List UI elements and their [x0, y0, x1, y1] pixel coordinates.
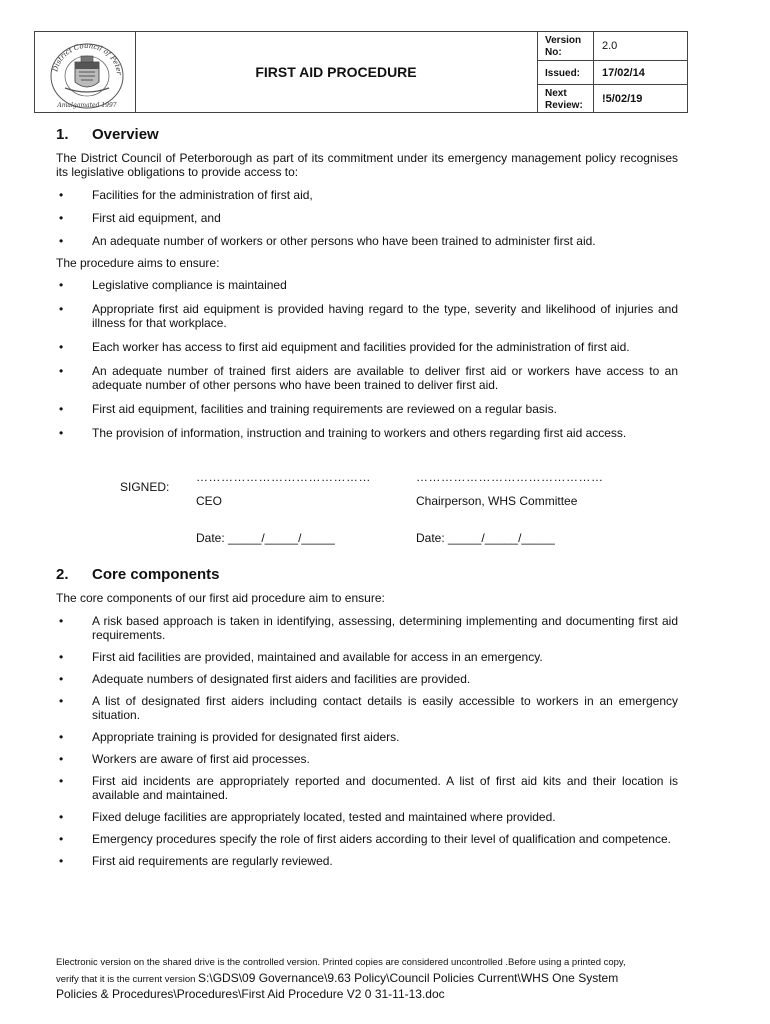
- bullet-icon: •: [59, 810, 64, 824]
- section-number: 2.: [56, 566, 69, 583]
- list-item: • Adequate numbers of designated first aiders and facilities are provided.: [59, 672, 471, 686]
- list-item: • Facilities for the administration of first aid,: [59, 188, 313, 202]
- core-intro: The core components of our first aid procedure aim to ensure:: [56, 591, 385, 605]
- ceo-signature-line[interactable]: ……………………………………: [196, 470, 371, 484]
- bullet-icon: •: [59, 854, 64, 868]
- section-overview: [56, 126, 678, 450]
- list-item: • Emergency procedures specify the role of first aiders according to their level of qualification and competence.: [59, 832, 671, 846]
- list-item: • Each worker has access to first aid equipment and facilities provided for the administration of first aid.: [59, 340, 630, 354]
- list-item: • An adequate number of trained first aiders are available to deliver first aid or workers have access to an adequate number of other persons who have been trained to deliver first aid.: [59, 364, 678, 392]
- bullet-icon: •: [59, 672, 64, 686]
- bullet-icon: •: [59, 614, 64, 628]
- council-seal-icon: [35, 32, 135, 112]
- chair-label: Chairperson, WHS Committee: [416, 494, 578, 508]
- bullet-icon: •: [59, 832, 64, 846]
- review-row: [537, 85, 687, 112]
- bullet-icon: •: [59, 234, 64, 248]
- bullet-icon: •: [59, 752, 64, 766]
- aims-intro: The procedure aims to ensure:: [56, 256, 220, 270]
- list-item: • A risk based approach is taken in identifying, assessing, determining implementing and documenting first aid requirements.: [59, 614, 678, 642]
- list-item: • Workers are aware of first aid processes.: [59, 752, 310, 766]
- document-title: FIRST AID PROCEDURE: [135, 32, 538, 112]
- list-item: • First aid facilities are provided, maintained and available for access in an emergency.: [59, 650, 543, 664]
- bullet-icon: •: [59, 650, 64, 664]
- list-item: • First aid equipment, facilities and training requirements are reviewed on a regular basis.: [59, 402, 557, 416]
- document-header: [34, 31, 688, 113]
- bullet-icon: •: [59, 302, 64, 316]
- provide-list: [56, 188, 678, 248]
- bullet-icon: •: [59, 364, 64, 378]
- list-item: • Legislative compliance is maintained: [59, 278, 287, 292]
- list-item: • First aid requirements are regularly reviewed.: [59, 854, 333, 868]
- version-row: [537, 32, 687, 61]
- list-item: • Appropriate first aid equipment is provided having regard to the type, severity and likelihood of injuries and illness for that workplace.: [59, 302, 678, 330]
- core-list: [56, 614, 678, 868]
- bullet-icon: •: [59, 211, 64, 225]
- signed-label: SIGNED:: [120, 480, 170, 494]
- bullet-icon: •: [59, 730, 64, 744]
- logo-bottom-text: Amalgamated 1997: [57, 102, 117, 109]
- section-heading: [56, 566, 678, 583]
- section-title: Core components: [92, 566, 220, 583]
- document-footer: [56, 956, 696, 1002]
- aims-list: [56, 278, 678, 440]
- chair-date-field[interactable]: Date: _____/_____/_____: [416, 531, 555, 545]
- footer-line-3: Policies & Procedures\Procedures\First Aid Procedure V2 0 31-11-13.doc: [56, 987, 445, 1001]
- section-number: 1.: [56, 126, 69, 143]
- bullet-icon: •: [59, 188, 64, 202]
- chair-signature-line[interactable]: ………………………………………: [416, 470, 604, 484]
- list-item: • First aid equipment, and: [59, 211, 221, 225]
- version-label: Version No:: [537, 32, 594, 60]
- list-item: • First aid incidents are appropriately reported and documented. A list of first aid kits and their location is available and maintained.: [59, 774, 678, 802]
- review-value: !5/02/19: [602, 92, 643, 105]
- section-title: Overview: [92, 126, 159, 143]
- issued-value: 17/02/14: [602, 66, 645, 79]
- version-value: 2.0: [602, 40, 618, 52]
- issued-row: [537, 61, 687, 85]
- bullet-icon: •: [59, 694, 64, 708]
- bullet-icon: •: [59, 278, 64, 292]
- list-item: • An adequate number of workers or other persons who have been trained to administer first aid.: [59, 234, 596, 248]
- ceo-label: CEO: [196, 494, 223, 508]
- list-item: • A list of designated first aiders including contact details is easily accessible to workers in an emergency situation.: [59, 694, 678, 722]
- review-label: Next Review:: [537, 85, 594, 112]
- logo-top-text: District Council of Peter: [51, 41, 124, 76]
- section-heading: [56, 126, 678, 143]
- bullet-icon: •: [59, 402, 64, 416]
- list-item: • Fixed deluge facilities are appropriately located, tested and maintained where provided.: [59, 810, 556, 824]
- council-logo: [35, 32, 136, 112]
- section-core-components: [56, 566, 678, 876]
- list-item: • Appropriate training is provided for designated first aiders.: [59, 730, 400, 744]
- bullet-icon: •: [59, 340, 64, 354]
- signature-block: [56, 470, 678, 550]
- overview-intro: The District Council of Peterborough as part of its commitment under its emergency management policy recognises its legislative obligations to provide access to:: [56, 151, 678, 179]
- footer-path: S:\GDS\09 Governance\9.63 Policy\Council Policies Current\WHS One System: [198, 971, 619, 985]
- issued-label: Issued:: [537, 61, 594, 84]
- ceo-date-field[interactable]: Date: _____/_____/_____: [196, 531, 335, 545]
- bullet-icon: •: [59, 774, 64, 788]
- footer-line-2: verify that it is the current version: [56, 974, 199, 985]
- footer-line-1: Electronic version on the shared drive is the controlled version. Printed copies are considered uncontrolled .Before using a printed copy,: [56, 957, 626, 968]
- list-item: • The provision of information, instruction and training to workers and others regarding first aid access.: [59, 426, 627, 440]
- bullet-icon: •: [59, 426, 64, 440]
